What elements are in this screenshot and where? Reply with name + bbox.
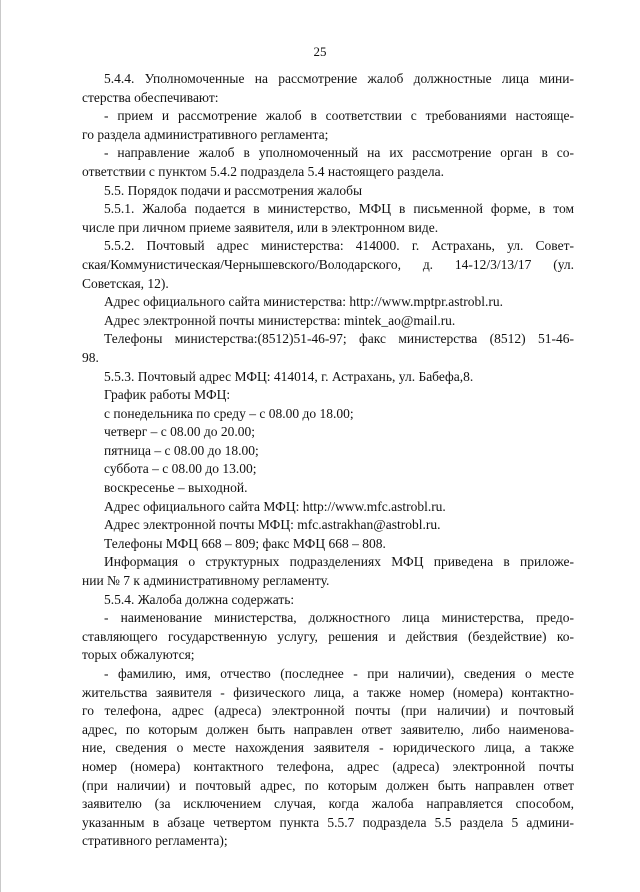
text-line: Телефоны МФЦ 668 – 809; факс МФЦ 668 – 808. <box>104 535 386 551</box>
text-line: ставляющего государственную услугу, решения и действия (бездействие) ко- <box>82 628 574 644</box>
text-line: четверг – с 08.00 до 20.00; <box>104 424 255 440</box>
text-line: 5.5.2. Почтовый адрес министерства: 414000. г. Астрахань, ул. Совет- <box>104 238 574 254</box>
text-line: адрес, по которым должен быть направлен ответ заявителю, либо наименова- <box>82 721 574 737</box>
text-line: Советская, 12). <box>82 275 169 291</box>
text-line: Адрес электронной почты министерства: mintek_ao@mail.ru. <box>104 312 456 328</box>
text-line: Адрес официального сайта министерства: http://www.mptpr.astrobl.ru. <box>104 294 504 310</box>
text-line: с понедельника по среду – с 08.00 до 18.00; <box>104 405 354 421</box>
text-line: жительства заявителя - физического лица, а также номер (номера) контактно- <box>82 684 574 700</box>
text-line: 5.5.1. Жалоба подается в министерство, МФЦ в письменной форме, в том <box>104 201 574 217</box>
text-line: График работы МФЦ: <box>104 387 231 403</box>
text-line: - прием и рассмотрение жалоб в соответствии с требованиями настояще- <box>104 108 574 124</box>
text-line: ние, сведения о месте нахождения заявителя - юридического лица, а также <box>82 740 574 756</box>
scan-edge <box>0 0 1 892</box>
text-line: - фамилию, имя, отчество (последнее - при наличии), сведения о месте <box>104 666 574 681</box>
text-line: Телефоны министерства:(8512)51-46-97; факс министерства (8512) 51-46- <box>104 331 574 347</box>
text-line: воскресенье – выходной. <box>104 480 248 496</box>
text-line: - наименование министерства, должностного лица министерства, предо- <box>104 610 574 626</box>
page-number: 25 <box>313 44 327 59</box>
text-line: 5.4.4. Уполномоченные на рассмотрение жалоб должностные лица мини- <box>104 71 574 86</box>
text-line: 5.5.4. Жалоба должна содержать: <box>104 591 295 607</box>
text-line: ответствии с пунктом 5.4.2 подраздела 5.4 настоящего раздела. <box>82 163 445 179</box>
text-line: суббота – с 08.00 до 13.00; <box>104 461 257 477</box>
document-body <box>82 70 574 851</box>
text-line: стерства обеспечивают: <box>82 89 219 105</box>
text-line: пятница – с 08.00 до 18.00; <box>104 442 259 458</box>
text-line: (при наличии) и почтовый адрес, по которым должен быть направлен ответ <box>82 777 574 793</box>
text-line: стративного регламента); <box>82 833 228 849</box>
text-line: торых обжалуются; <box>82 647 195 663</box>
text-line: - направление жалоб в уполномоченный на их рассмотрение орган в со- <box>104 145 574 161</box>
text-line: 5.5.3. Почтовый адрес МФЦ: 414014, г. Астрахань, ул. Бабефа,8. <box>104 368 474 384</box>
text-line: го телефона, адрес (адреса) электронной почты (при наличии) и почтовый <box>82 703 574 719</box>
text-line: 5.5. Порядок подачи и рассмотрения жалобы <box>104 182 363 198</box>
text-line: числе при личном приеме заявителя, или в электронном виде. <box>82 219 439 235</box>
text-line: Адрес официального сайта МФЦ: http://www.mfc.astrobl.ru. <box>104 498 446 514</box>
text-line: 98. <box>82 349 99 365</box>
text-line: Информация о структурных подразделениях МФЦ приведена в приложе- <box>104 554 574 570</box>
text-line: нии № 7 к административному регламенту. <box>82 573 330 589</box>
text-line: указанным в абзаце четвертом пункта 5.5.7 подраздела 5.5 раздела 5 админи- <box>82 814 574 830</box>
text-line: ская/Коммунистическая/Чернышевского/Володарского, д. 14-12/3/13/17 (ул. <box>82 256 574 272</box>
text-line: номер (номера) контактного телефона, адрес (адреса) электронной почты <box>82 758 574 774</box>
text-line: заявителю (за исключением случая, когда жалоба направляется способом, <box>82 796 574 812</box>
text-line: Адрес электронной почты МФЦ: mfc.astrakhan@astrobl.ru. <box>104 517 441 533</box>
text-line: го раздела административного регламента; <box>82 126 329 142</box>
